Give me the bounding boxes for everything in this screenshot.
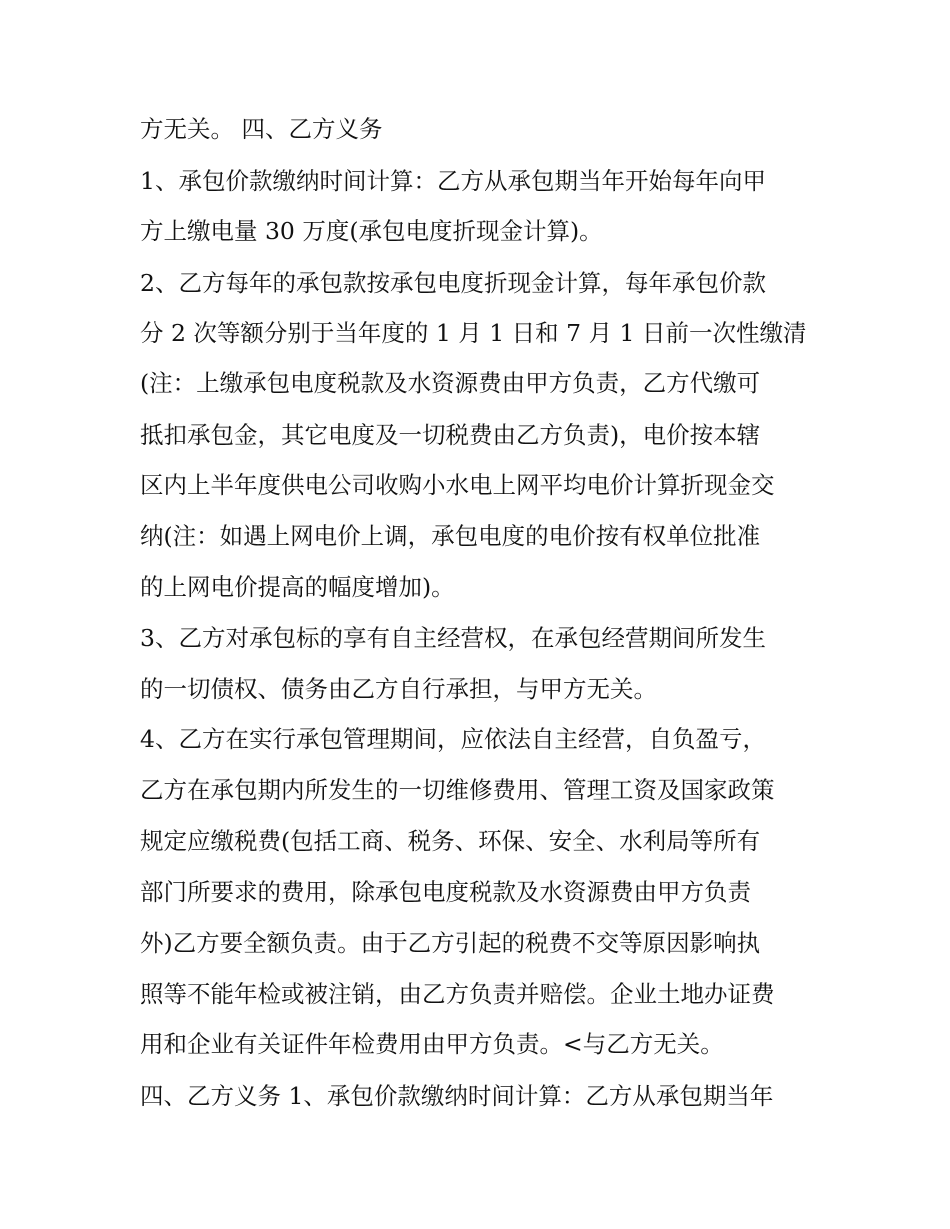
text-line: 抵扣承包金，其它电度及一切税费由乙方负责)，电价按本辖 (140, 421, 761, 449)
text-line: 规定应缴税费(包括工商、税务、环保、安全、水利局等所有 (140, 827, 761, 855)
text-line: 2、乙方每年的承包款按承包电度折现金计算，每年承包价款 (140, 269, 766, 297)
text-line: 区内上半年度供电公司收购小水电上网平均电价计算折现金交 (140, 471, 775, 499)
text-line: 的上网电价提高的幅度增加)。 (140, 573, 455, 601)
text-line: 四、乙方义务 1、承包价款缴纳时间计算：乙方从承包期当年 (140, 1082, 774, 1110)
text-line: 乙方在承包期内所发生的一切维修费用、管理工资及国家政策 (140, 776, 775, 804)
text-line: 照等不能年检或被注销，由乙方负责并赔偿。企业土地办证费 (140, 980, 775, 1008)
text-line: 分 2 次等额分别于当年度的 1 月 1 日和 7 月 1 日前一次性缴清 (140, 319, 807, 347)
text-line: 纳(注：如遇上网电价上调，承包电度的电价按有权单位批准 (140, 522, 761, 550)
text-line: 方无关。 四、乙方义务 (140, 115, 383, 143)
text-line: 的一切债权、债务由乙方自行承担，与甲方无关。 (140, 675, 657, 703)
text-line: 4、乙方在实行承包管理期间，应依法自主经营，自负盈亏， (140, 725, 766, 753)
text-line: 3、乙方对承包标的享有自主经营权，在承包经营期间所发生 (140, 624, 766, 652)
text-line: 部门所要求的费用，除承包电度税款及水资源费由甲方负责 (140, 878, 751, 906)
text-line: 外)乙方要全额负责。由于乙方引起的税费不交等原因影响执 (140, 929, 761, 957)
text-line: 方上缴电量 30 万度(承包电度折现金计算)。 (140, 217, 603, 245)
text-line: (注：上缴承包电度税款及水资源费由甲方负责，乙方代缴可 (140, 369, 761, 397)
text-line: 用和企业有关证件年检费用由甲方负责。<与乙方无关。 (140, 1030, 724, 1058)
text-line: 1、承包价款缴纳时间计算：乙方从承包期当年开始每年向甲 (140, 167, 766, 195)
